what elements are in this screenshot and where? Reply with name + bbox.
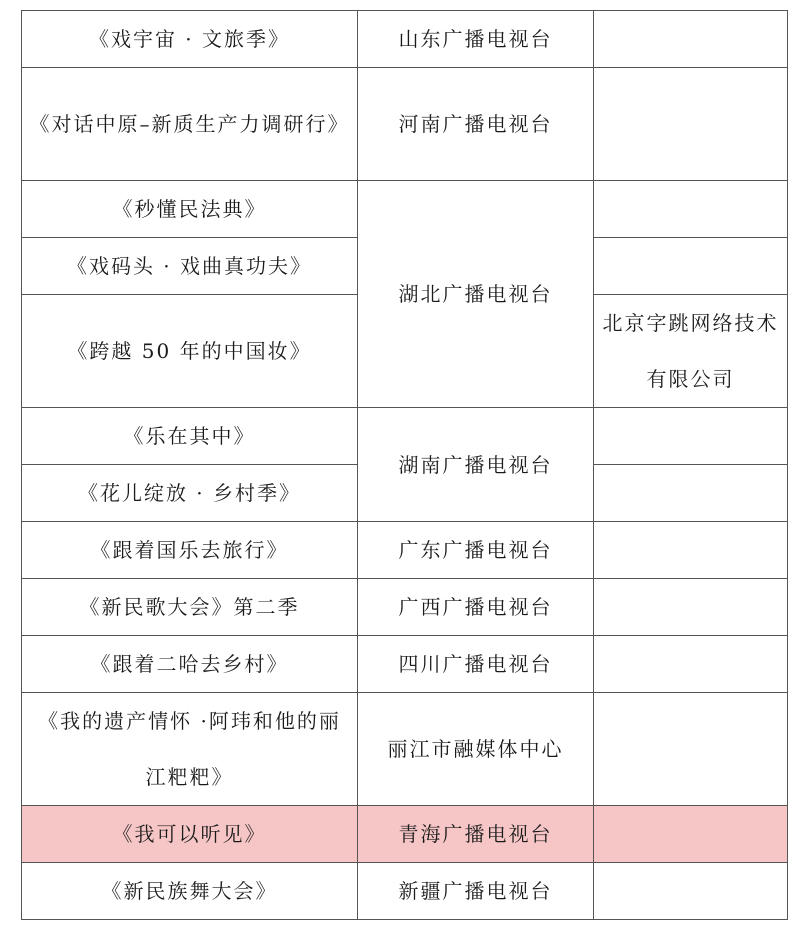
table-row (22, 11, 788, 68)
station-cell: 丽江市融媒体中心 (358, 693, 594, 806)
company-cell (594, 408, 788, 465)
program-cell: 《新民歌大会》第二季 (22, 579, 358, 636)
company-cell (594, 863, 788, 920)
company-cell (594, 693, 788, 806)
program-cell: 《秒懂民法典》 (22, 181, 358, 238)
table-row (22, 579, 788, 636)
company-cell (594, 579, 788, 636)
company-cell (594, 522, 788, 579)
station-cell: 湖北广播电视台 (358, 181, 594, 408)
company-cell (594, 636, 788, 693)
table-row (22, 693, 788, 806)
program-cell: 《新民族舞大会》 (22, 863, 358, 920)
program-cell: 《我的遗产情怀 ·阿玮和他的丽江粑粑》 (22, 693, 358, 806)
company-cell (594, 806, 788, 863)
program-table (21, 10, 788, 920)
company-cell (594, 68, 788, 181)
table-row (22, 863, 788, 920)
station-cell: 广西广播电视台 (358, 579, 594, 636)
station-cell: 新疆广播电视台 (358, 863, 594, 920)
table-row (22, 636, 788, 693)
program-cell: 《我可以听见》 (22, 806, 358, 863)
company-cell (594, 465, 788, 522)
table-row (22, 181, 788, 238)
station-cell: 山东广播电视台 (358, 11, 594, 68)
highlighted-table-row (22, 806, 788, 863)
program-cell: 《跟着二哈去乡村》 (22, 636, 358, 693)
table-row (22, 408, 788, 465)
program-cell: 《戏宇宙 · 文旅季》 (22, 11, 358, 68)
program-cell: 《花儿绽放 · 乡村季》 (22, 465, 358, 522)
program-cell: 《乐在其中》 (22, 408, 358, 465)
company-cell (594, 181, 788, 238)
company-cell: 北京字跳网络技术有限公司 (594, 295, 788, 408)
company-cell (594, 11, 788, 68)
station-cell: 四川广播电视台 (358, 636, 594, 693)
company-cell (594, 238, 788, 295)
program-cell: 《戏码头 · 戏曲真功夫》 (22, 238, 358, 295)
program-cell: 《跨越 50 年的中国妆》 (22, 295, 358, 408)
station-cell: 湖南广播电视台 (358, 408, 594, 522)
station-cell: 广东广播电视台 (358, 522, 594, 579)
station-cell: 青海广播电视台 (358, 806, 594, 863)
table-row (22, 68, 788, 181)
station-cell: 河南广播电视台 (358, 68, 594, 181)
table-row (22, 522, 788, 579)
program-cell: 《对话中原–新质生产力调研行》 (22, 68, 358, 181)
program-cell: 《跟着国乐去旅行》 (22, 522, 358, 579)
